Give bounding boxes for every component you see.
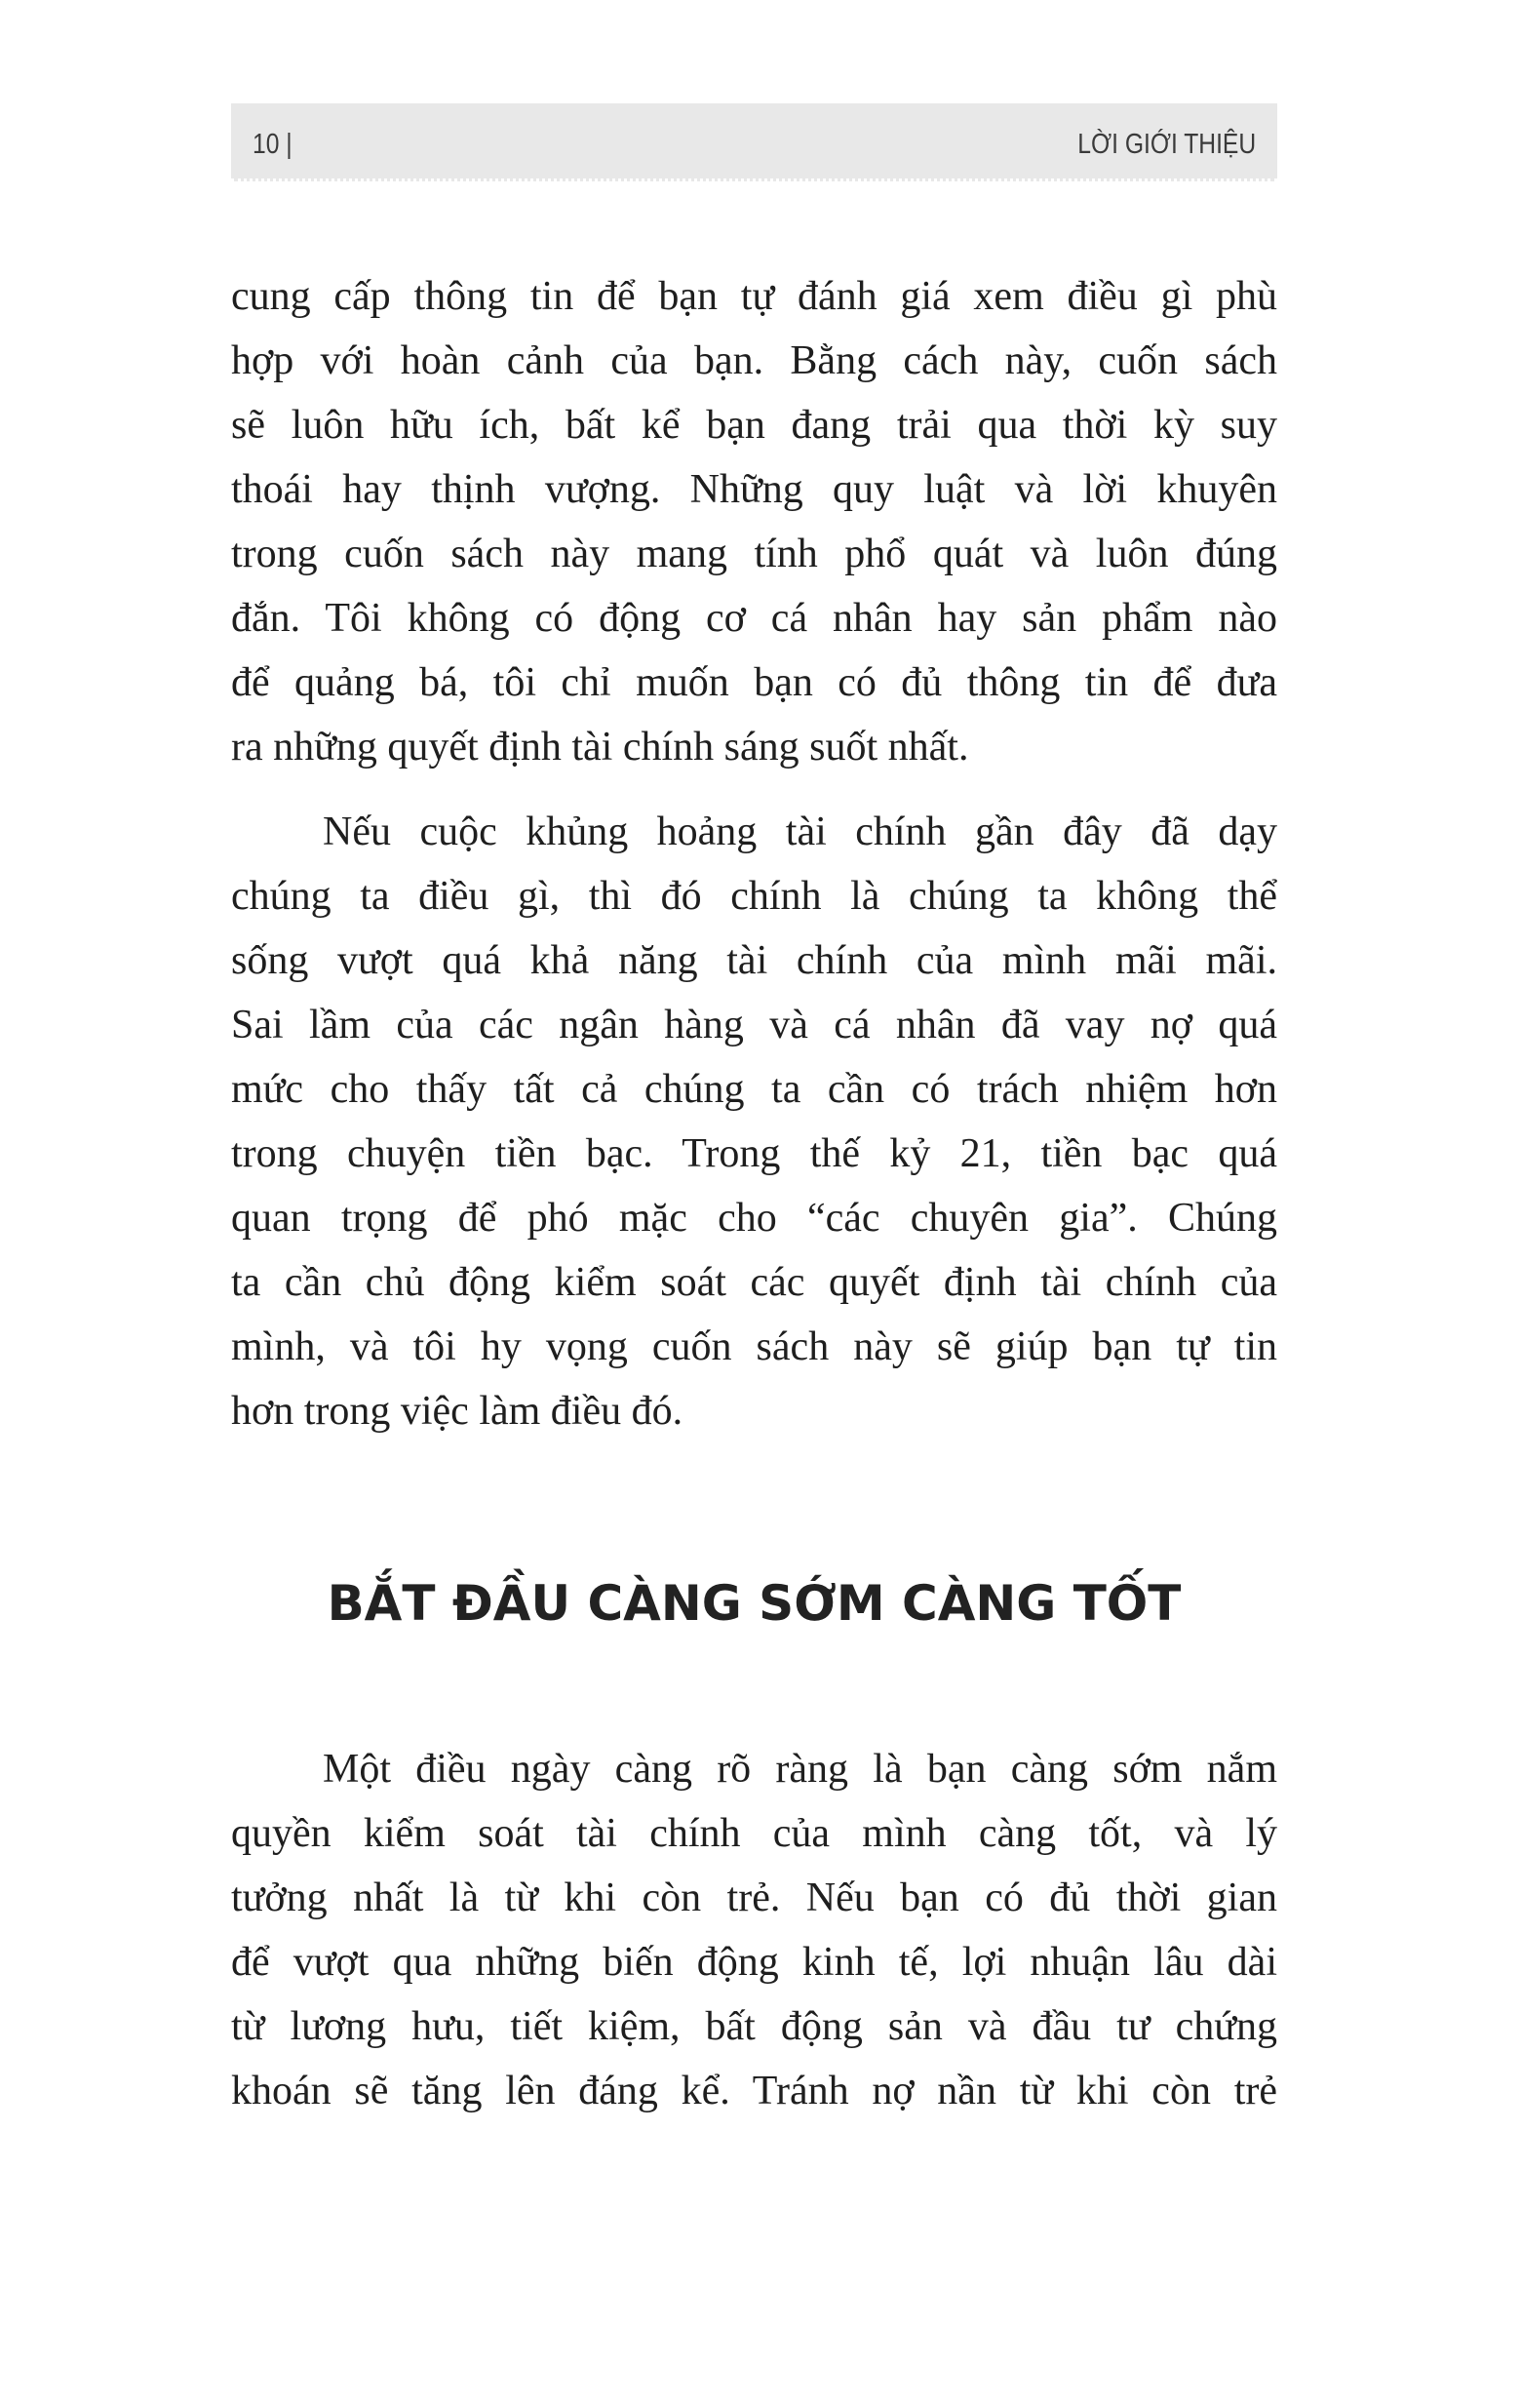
text-line: khoán sẽ tăng lên đáng kể. Tránh nợ nần từ khi còn trẻ (231, 2069, 1277, 2113)
text-line: Nếu cuộc khủng hoảng tài chính gần đây đã dạy (323, 809, 1277, 854)
running-header (231, 103, 1277, 181)
text-line: hơn trong việc làm điều đó. (231, 1389, 683, 1434)
text-line: để quảng bá, tôi chỉ muốn bạn có đủ thông tin để đưa (231, 660, 1277, 705)
page-number: 10 | (253, 129, 292, 160)
text-line: ra những quyết định tài chính sáng suốt nhất. (231, 725, 969, 770)
text-line: mình, và tôi hy vọng cuốn sách này sẽ giúp bạn tự tin (231, 1324, 1277, 1369)
text-line: mức cho thấy tất cả chúng ta cần có trách nhiệm hơn (231, 1067, 1277, 1112)
paragraph-3 (231, 1737, 1277, 2123)
text-line: tưởng nhất là từ khi còn trẻ. Nếu bạn có đủ thời gian (231, 1875, 1277, 1920)
text-line: Sai lầm của các ngân hàng và cá nhân đã vay nợ quá (231, 1003, 1277, 1047)
paragraph-2 (231, 800, 1277, 1443)
text-line: để vượt qua những biến động kinh tế, lợi nhuận lâu dài (231, 1940, 1277, 1985)
text-line: quan trọng để phó mặc cho “các chuyên gia”. Chúng (231, 1196, 1277, 1241)
text-line: sẽ luôn hữu ích, bất kể bạn đang trải qua thời kỳ suy (231, 403, 1277, 448)
text-line: Một điều ngày càng rõ ràng là bạn càng sớm nắm (323, 1747, 1277, 1792)
text-line: trong chuyện tiền bạc. Trong thế kỷ 21, tiền bạc quá (231, 1131, 1277, 1176)
text-line: ta cần chủ động kiểm soát các quyết định tài chính của (231, 1260, 1277, 1305)
text-line: thoái hay thịnh vượng. Những quy luật và lời khuyên (231, 467, 1277, 512)
text-line: từ lương hưu, tiết kiệm, bất động sản và đầu tư chứng (231, 2004, 1277, 2049)
paragraph-1 (231, 264, 1277, 779)
text-line: chúng ta điều gì, thì đó chính là chúng ta không thể (231, 874, 1277, 919)
text-line: quyền kiểm soát tài chính của mình càng tốt, và lý (231, 1811, 1277, 1856)
text-line: cung cấp thông tin để bạn tự đánh giá xem điều gì phù (231, 274, 1277, 319)
text-line: hợp với hoàn cảnh của bạn. Bằng cách này, cuốn sách (231, 338, 1277, 383)
text-line: đắn. Tôi không có động cơ cá nhân hay sản phẩm nào (231, 596, 1277, 641)
text-line: trong cuốn sách này mang tính phổ quát và luôn đúng (231, 532, 1277, 576)
section-heading: BẮT ĐẦU CÀNG SỚM CÀNG TỐT (327, 1575, 1182, 1632)
text-line: sống vượt quá khả năng tài chính của mình mãi mãi. (231, 938, 1277, 983)
section-title: LỜI GIỚI THIỆU (1077, 129, 1256, 160)
